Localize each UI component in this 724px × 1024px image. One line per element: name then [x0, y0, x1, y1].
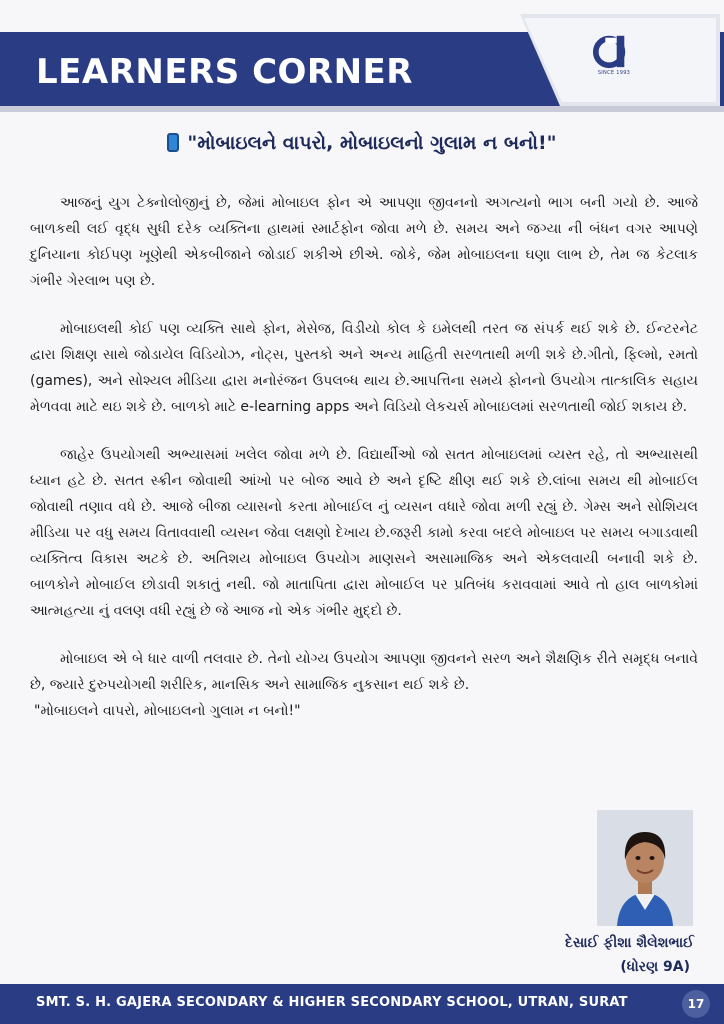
paragraph-conclusion: મોબાઇલ એ બે ધાર વાળી તલવાર છે. તેનો યોગ્ય ઉપયોગ આપણા જીવનને સરળ અને શૈક્ષણિક રીતે સમૃદ્ધ બનાવે છે, જ્યારે દુરુપયોગથી શરીરિક, માનસિક અને સામાજિક નુકસાન થઈ શકે છે. [30, 651, 698, 693]
paragraph-intro: આજનું યુગ ટેક્નોલોજીનું છે, જેમાં મોબાઇલ ફોન એ આપણા જીવનનો અગત્યનો ભાગ બની ગયો છે. આજે બાળકથી લઈ વૃદ્ધ સુધી દરેક વ્યક્તિના હાથમાં સ્માર્ટફોન જોવા મળે છે. સમય અને જગ્યા ની બંધન વગર આપણે દુનિયાના કોઈપણ ખૂણેથી એકબીજાને જોડાઈ શકીએ છીએ. જોકે, જેમ મોબાઇલના ઘણા લાભ છે, તેમ જ કેટલાક ગંભીર ગેરલાભ પણ છે. [30, 195, 698, 289]
school-logo-icon [592, 32, 630, 70]
closing-quote: "મોબાઇલને વાપરો, મોબાઇલનો ગુલામ ન બનો!" [34, 703, 301, 719]
article-title-text: "મોબાઇલને વાપરો, મોબાઇલનો ગુલામ ન બનો!" [187, 132, 557, 154]
paragraph-drawbacks: જાહેર ઉપયોગથી અભ્યાસમાં ખલેલ જોવા મળે છે. વિદ્યાર્થીઓ જો સતત મોબાઇલમાં વ્યસ્ત રહે, તો અભ્યાસથી ધ્યાન હટે છે. સતત સ્ક્રીન જોવાથી આંખો પર બોજ આવે છે અને દૃષ્ટિ ક્ષીણ થઈ શકે છે.લાંબા સમય થી મોબાઈલ જોવાથી તણાવ વધે છે. આજે બીજા વ્યાસનો કરતા મોબાઈલ નું વ્યસન વધારે જોવા મળી રહ્યું છે. ગેમ્સ અને સોશિયલ મીડિયા પર વધુ સમય વિતાવવાથી વ્યસન જેવા લક્ષણો દેખાય છે.જરૂરી કામો કરવા બદલે મોબાઇલ પર સમય બગાડવાથી વ્યક્તિત્વ વિકાસ અટકે છે. અતિશય મોબાઇલ ઉપયોગ માણસને અસામાજિક અને એકલવાયી બનાવી શકે છે. બાળકોને મોબાઈલ છોડાવી શકાતું નથી. જો માતાપિતા દ્વારા મોબાઈલ પર પ્રતિબંધ કરાવવામાં આવે તો હાલ બાળકોમાં આત્મહત્યા નું વલણ વધી રહ્યું છે જે આજ નો એક ગંભીર મુદ્દો છે. [30, 447, 698, 619]
page-header-title: LEARNERS CORNER [36, 52, 413, 92]
page-number: 17 [682, 990, 710, 1018]
paragraph-benefits: મોબાઇલથી કોઈ પણ વ્યક્તિ સાથે ફોન, મેસેજ, વિડીયો કોલ કે ઇમેલથી તરત જ સંપર્ક થઈ શકે છે. ઈન્ટરનેટ દ્વારા શિક્ષણ સાથે જોડાયેલ વિડિયોઝ, નોટ્સ, પુસ્તકો અને અન્ય માહિતી સરળતાથી મળી શકે છે.ગીતો, ફિલ્મો, રમતો (games), અને સોશ્યલ મીડિયા દ્વારા મનોરંજન ઉપલબ્ધ થાય છે.આપત્તિના સમયે ફોનનો ઉપયોગ તાત્કાલિક સહાય મેળવવા માટે થઇ શકે છે. બાળકો માટે e-learning apps અને વિડિયો લેકચર્સ મોબાઇલમાં સરળતાથી જોઈ શકાય છે. [30, 321, 698, 415]
article-body [30, 190, 698, 746]
header-underline [0, 106, 724, 112]
student-photo [597, 810, 693, 926]
author-class: (ધોરણ 9A) [620, 959, 690, 975]
footer-school-name: SMT. S. H. GAJERA SECONDARY & HIGHER SECONDARY SCHOOL, UTRAN, SURAT [36, 995, 628, 1010]
author-name: દેસાઈ ફીશા શૈલેશભાઈ [565, 935, 694, 951]
mobile-phone-icon [167, 133, 179, 152]
article-title [0, 132, 724, 154]
logo-since-text: SINCE 1993 [597, 70, 631, 76]
